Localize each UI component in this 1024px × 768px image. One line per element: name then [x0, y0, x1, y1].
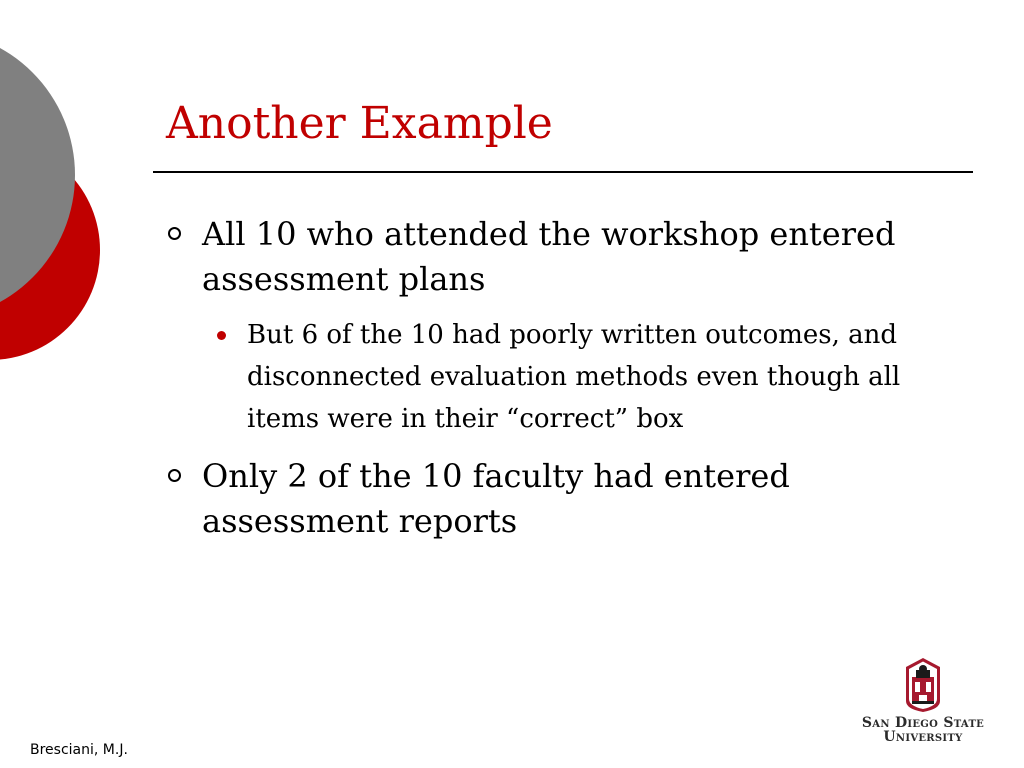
bullet-list [166, 212, 966, 558]
sdsu-emblem-icon [904, 657, 942, 713]
sub-bullet-item [202, 314, 966, 440]
logo-text-line1: San Diego State [861, 715, 985, 731]
title-divider [153, 171, 973, 173]
author-footer: Bresciani, M.J. [30, 742, 128, 758]
dot-bullet-icon [217, 331, 226, 340]
ring-bullet-icon [168, 227, 181, 240]
sub-bullet-list [202, 314, 966, 440]
sub-bullet-text: But 6 of the 10 had poorly written outcomes, and disconnected evaluation methods even though all items were in their “correct” box [247, 320, 901, 434]
university-logo [858, 654, 988, 750]
decorative-circles [0, 0, 110, 400]
bullet-text: All 10 who attended the workshop entered assessment plans [202, 215, 896, 298]
logo-text-line2: University [883, 729, 963, 745]
ring-bullet-icon [168, 469, 181, 482]
bullet-item [166, 212, 966, 440]
bullet-item [166, 454, 966, 544]
bullet-text: Only 2 of the 10 faculty had entered assessment reports [202, 457, 790, 540]
slide-title: Another Example [166, 98, 553, 149]
